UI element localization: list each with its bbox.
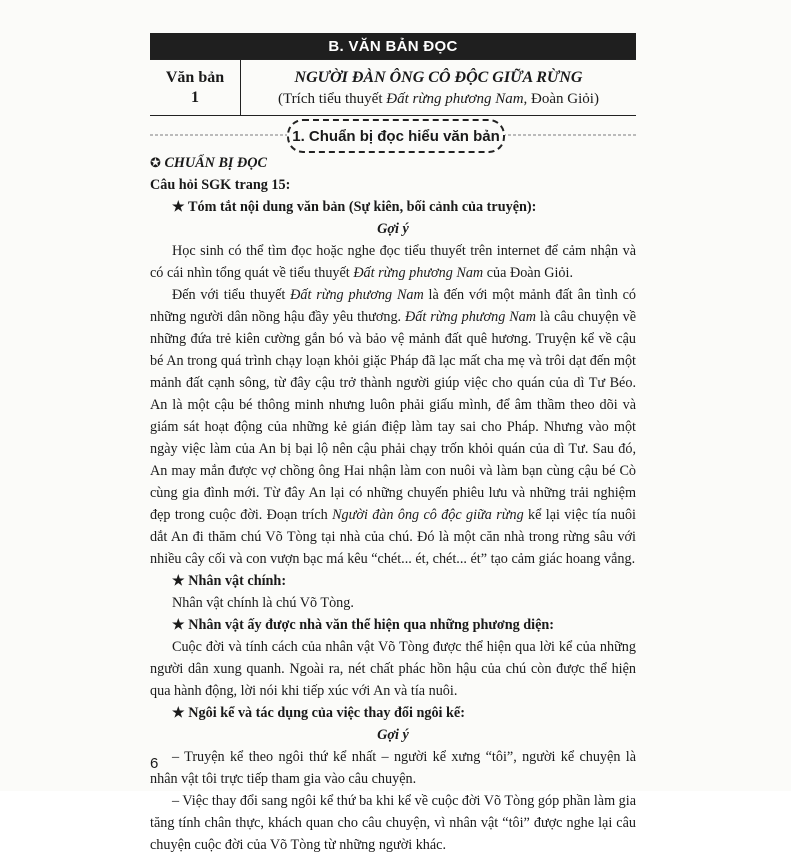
flower-icon: ✪ [150, 155, 161, 170]
section-banner: B. VĂN BẢN ĐỌC [150, 33, 636, 59]
text-header-table [150, 59, 636, 116]
subtitle-prefix: (Trích tiểu thuyết [278, 90, 387, 107]
page-content [150, 152, 636, 856]
page-number: 6 [150, 755, 159, 772]
p2-excerpt-title: Người đàn ông cô độc giữa rừng [332, 507, 524, 523]
text-title: NGƯỜI ĐÀN ÔNG CÔ ĐỘC GIỮA RỪNG [294, 68, 583, 86]
text-number: 1 [191, 88, 199, 106]
pill-decor-left [150, 134, 287, 136]
p1-book: Đất rừng phương Nam [353, 265, 484, 281]
question-character-aspects [150, 614, 636, 636]
p2-text-g: kể lại việc tía nuôi dắt An đi thăm chú Võ Tòng tại nhà của chú. Đó là một căn nhà trong rừng sâu với nhiều cây cối và con vượn bạc má kêu “chét... ét, chét... ét” tạo cảm giác hoang vắng. [150, 507, 636, 567]
question-narration [150, 702, 636, 724]
pill-decor-right [503, 134, 636, 136]
star-icon: ★ [172, 573, 185, 589]
question-ref: Câu hỏi SGK trang 15: [150, 177, 291, 193]
subtitle-suffix: , Đoàn Giỏi) [523, 90, 599, 107]
prep-title: CHUẨN BỊ ĐỌC [164, 155, 267, 171]
text-label: Văn bản [165, 68, 225, 86]
paragraph-1 [150, 240, 636, 284]
question-narration-text: Ngôi kể và tác dụng của việc thay đổi ngôi kể: [188, 705, 465, 721]
p2-book-b: Đất rừng phương Nam [405, 309, 537, 325]
section-pill-heading: 1. Chuẩn bị đọc hiểu văn bản [287, 119, 505, 153]
question-main-character-text: Nhân vật chính: [188, 573, 287, 589]
p1-text: Học sinh có thể tìm đọc hoặc nghe đọc tiểu thuyết trên internet để cảm nhận và có cái nhìn tổng quát về tiểu thuyết [150, 243, 636, 281]
star-icon: ★ [172, 705, 185, 721]
question-character-aspects-text: Nhân vật ấy được nhà văn thể hiện qua những phương diện: [188, 617, 554, 633]
p2-text-e: là câu chuyện về những đứa trẻ kiên cường gắn bó và bảo vệ mảnh đất quê hương. Truyện kể về cậu bé An trong quá trình chạy loạn khỏi giặc Pháp đã lạc mất cha mẹ và trôi dạt đến một mảnh đất cạnh sông, từ đây cậu trở thành người giúp việc cho quán của dì Tư Béo. An là một cậu bé thông minh nhưng luôn phải giấu mình, để âm thầm theo dõi và giám sát hoạt động của những kẻ gián điệp làm tay sai cho Pháp. Nhưng vào một ngày việc làm của An bị bại lộ nên cậu phải chạy trốn khỏi quán của dì Tư. Sau đó, An may mắn được vợ chồng ông Hai nhận làm con nuôi và làm bạn cùng cậu bé Cò cùng gia đình mới. Từ đây An lại có những chuyến phiêu lưu và những trải nghiệm đẹp trong cuộc đời. Đoạn trích [150, 309, 636, 523]
p1-text-end: của Đoàn Giỏi. [483, 265, 574, 281]
paragraph-3: Nhân vật chính là chú Võ Tòng. [172, 595, 354, 611]
paragraph-5: – Truyện kể theo ngôi thứ kể nhất – người kể xưng “tôi”, người kể chuyện là nhân vật tôi trực tiếp tham gia vào câu chuyện. [150, 749, 636, 787]
text-label-cell [150, 60, 241, 115]
star-icon: ★ [172, 199, 185, 215]
hint-label: Gợi ý [377, 727, 409, 743]
question-main-character [150, 570, 636, 592]
star-icon: ★ [172, 617, 185, 633]
subtitle-book: Đất rừng phương Nam [386, 90, 524, 107]
text-subtitle [278, 89, 599, 109]
question-summary [150, 196, 636, 218]
question-summary-text: Tóm tắt nội dung văn bản (Sự kiên, bối cảnh của truyện): [188, 199, 537, 215]
hint-label: Gợi ý [377, 221, 409, 237]
p2-book-a: Đất rừng phương Nam [290, 287, 424, 303]
text-title-cell [241, 60, 636, 115]
prep-heading [150, 152, 636, 174]
p2-text-c: là đến với một mảnh đất ân tình có những người dân nồng hậu đầy yêu thương. [150, 287, 636, 325]
paragraph-4: Cuộc đời và tính cách của nhân vật Võ Tòng được thể hiện qua lời kể của những người dân xung quanh. Ngoài ra, nét chất phác hồn hậu của chú còn được thể hiện qua hành động, lời nói khi tiếp xúc với An và tía nuôi. [150, 639, 636, 699]
p2-text-a: Đến với tiểu thuyết [172, 287, 291, 303]
paragraph-6: – Việc thay đổi sang ngôi kể thứ ba khi kể về cuộc đời Võ Tòng góp phần làm gia tăng tính chân thực, khách quan cho câu chuyện, vì nhân vật “tôi” được nghe lại câu chuyện cuộc đời của Võ Tòng từ những người khác. [150, 793, 636, 853]
paragraph-2 [150, 284, 636, 570]
